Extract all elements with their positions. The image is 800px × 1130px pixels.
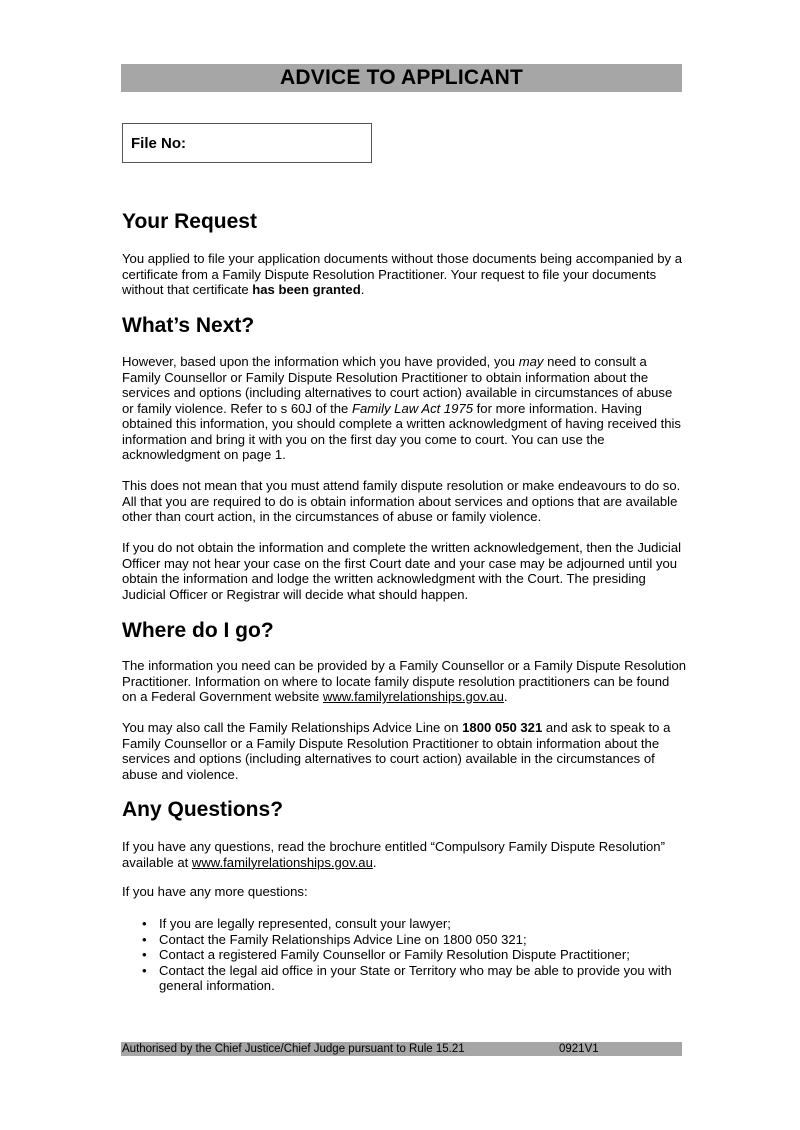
- where-text-c: and ask to speak to a Family Counsellor or a Family Dispute Resolution Practitioner to obtain information about the services and options (including alternatives to court action) available in the circumstances of abuse and violence.: [122, 720, 671, 782]
- section-heading-any-questions: Any Questions?: [122, 798, 284, 821]
- footer-authorisation: Authorised by the Chief Justice/Chief Judge pursuant to Rule 15.21: [122, 1043, 465, 1055]
- advice-line-number: 1800 050 321: [462, 720, 543, 735]
- questions-paragraph-1: [122, 839, 687, 870]
- where-paragraph-1: [122, 658, 687, 705]
- list-item-text: Contact the legal aid office in your State or Territory who may be able to provide you with general information.: [159, 962, 672, 993]
- request-text-end: .: [360, 282, 365, 297]
- next-text-c: for more information. Having obtained this information, you should complete a written acknowledgment of having received this information and bring it with you on the first day you come to court. You can use the acknowledgment on page 1.: [122, 400, 681, 462]
- where-paragraph-2: [122, 720, 687, 782]
- title-bar: [121, 64, 682, 92]
- next-text-a: However, based upon the information which you have provided, you: [122, 354, 519, 369]
- next-text-may: may: [518, 354, 544, 369]
- footer-bar: [121, 1042, 682, 1056]
- section-heading-your-request: Your Request: [122, 210, 257, 233]
- familyrelationships-link[interactable]: www.familyrelationships.gov.au: [322, 689, 504, 704]
- familyrelationships-link-2[interactable]: www.familyrelationships.gov.au: [191, 854, 373, 870]
- footer-form-code: 0921V1: [559, 1043, 599, 1055]
- questions-paragraph-2: If you have any more questions:: [122, 884, 308, 899]
- bullet-icon: •: [142, 947, 147, 962]
- list-item: [122, 947, 687, 963]
- page-title: ADVICE TO APPLICANT: [280, 66, 523, 89]
- request-paragraph: [122, 251, 687, 298]
- bullet-icon: •: [142, 916, 147, 931]
- questions-text-end: .: [372, 854, 377, 870]
- request-granted-text: has been granted: [252, 282, 361, 297]
- where-text-b: You may also call the Family Relationships Advice Line on: [122, 720, 463, 735]
- list-item: [122, 932, 687, 948]
- list-item-text: If you are legally represented, consult your lawyer;: [159, 916, 451, 931]
- bullet-icon: •: [142, 931, 147, 947]
- questions-text-a: If you have any questions, read the brochure entitled “Compulsory Family Dispute Resolution” available at: [122, 839, 665, 870]
- next-paragraph-3: If you do not obtain the information and complete the written acknowledgement, then the Judicial Officer may not hear your case on the first Court date and your case may be adjourned until you obtain the information and lodge the written acknowledgment with the Court. The presiding Judicial Officer or Registrar will decide what should happen.: [122, 540, 682, 602]
- section-heading-whats-next: What’s Next?: [122, 314, 255, 337]
- questions-bullet-list: [122, 916, 687, 994]
- bullet-icon: •: [142, 962, 147, 978]
- next-paragraph-1: [122, 354, 687, 463]
- where-text-end: .: [503, 689, 508, 704]
- request-text: You applied to file your application documents without those documents being accompanied by a certificate from a Family Dispute Resolution Practitioner. Your request to file your documents without that certificate: [122, 251, 683, 297]
- where-text-a: The information you need can be provided by a Family Counsellor or a Family Dispute Resolution Practitioner. Information on where to locate family dispute resolution practitioners can be found on a Federal Government website: [122, 658, 687, 704]
- next-paragraph-2: This does not mean that you must attend family dispute resolution or make endeavours to do so. All that you are required to do is obtain information about services and options that are available other than court action, in the circumstances of abuse or family violence.: [122, 478, 681, 524]
- list-item-text: Contact the Family Relationships Advice Line on 1800 050 321;: [159, 931, 527, 947]
- next-text-act: Family Law Act 1975: [351, 400, 474, 416]
- section-heading-where-do-i-go: Where do I go?: [122, 619, 274, 642]
- list-item: [122, 916, 687, 932]
- list-item-text: Contact a registered Family Counsellor or Family Resolution Dispute Practitioner;: [159, 947, 630, 962]
- list-item: [122, 963, 687, 994]
- file-number-box: [122, 123, 372, 163]
- file-number-label: File No:: [131, 134, 186, 152]
- next-text-b: need to consult a Family Counsellor or Family Dispute Resolution Practitioner to obtain information about the services and options (including alternatives to court action) available in circumstances of abuse or family violence. Refer to s 60J of the: [122, 354, 673, 416]
